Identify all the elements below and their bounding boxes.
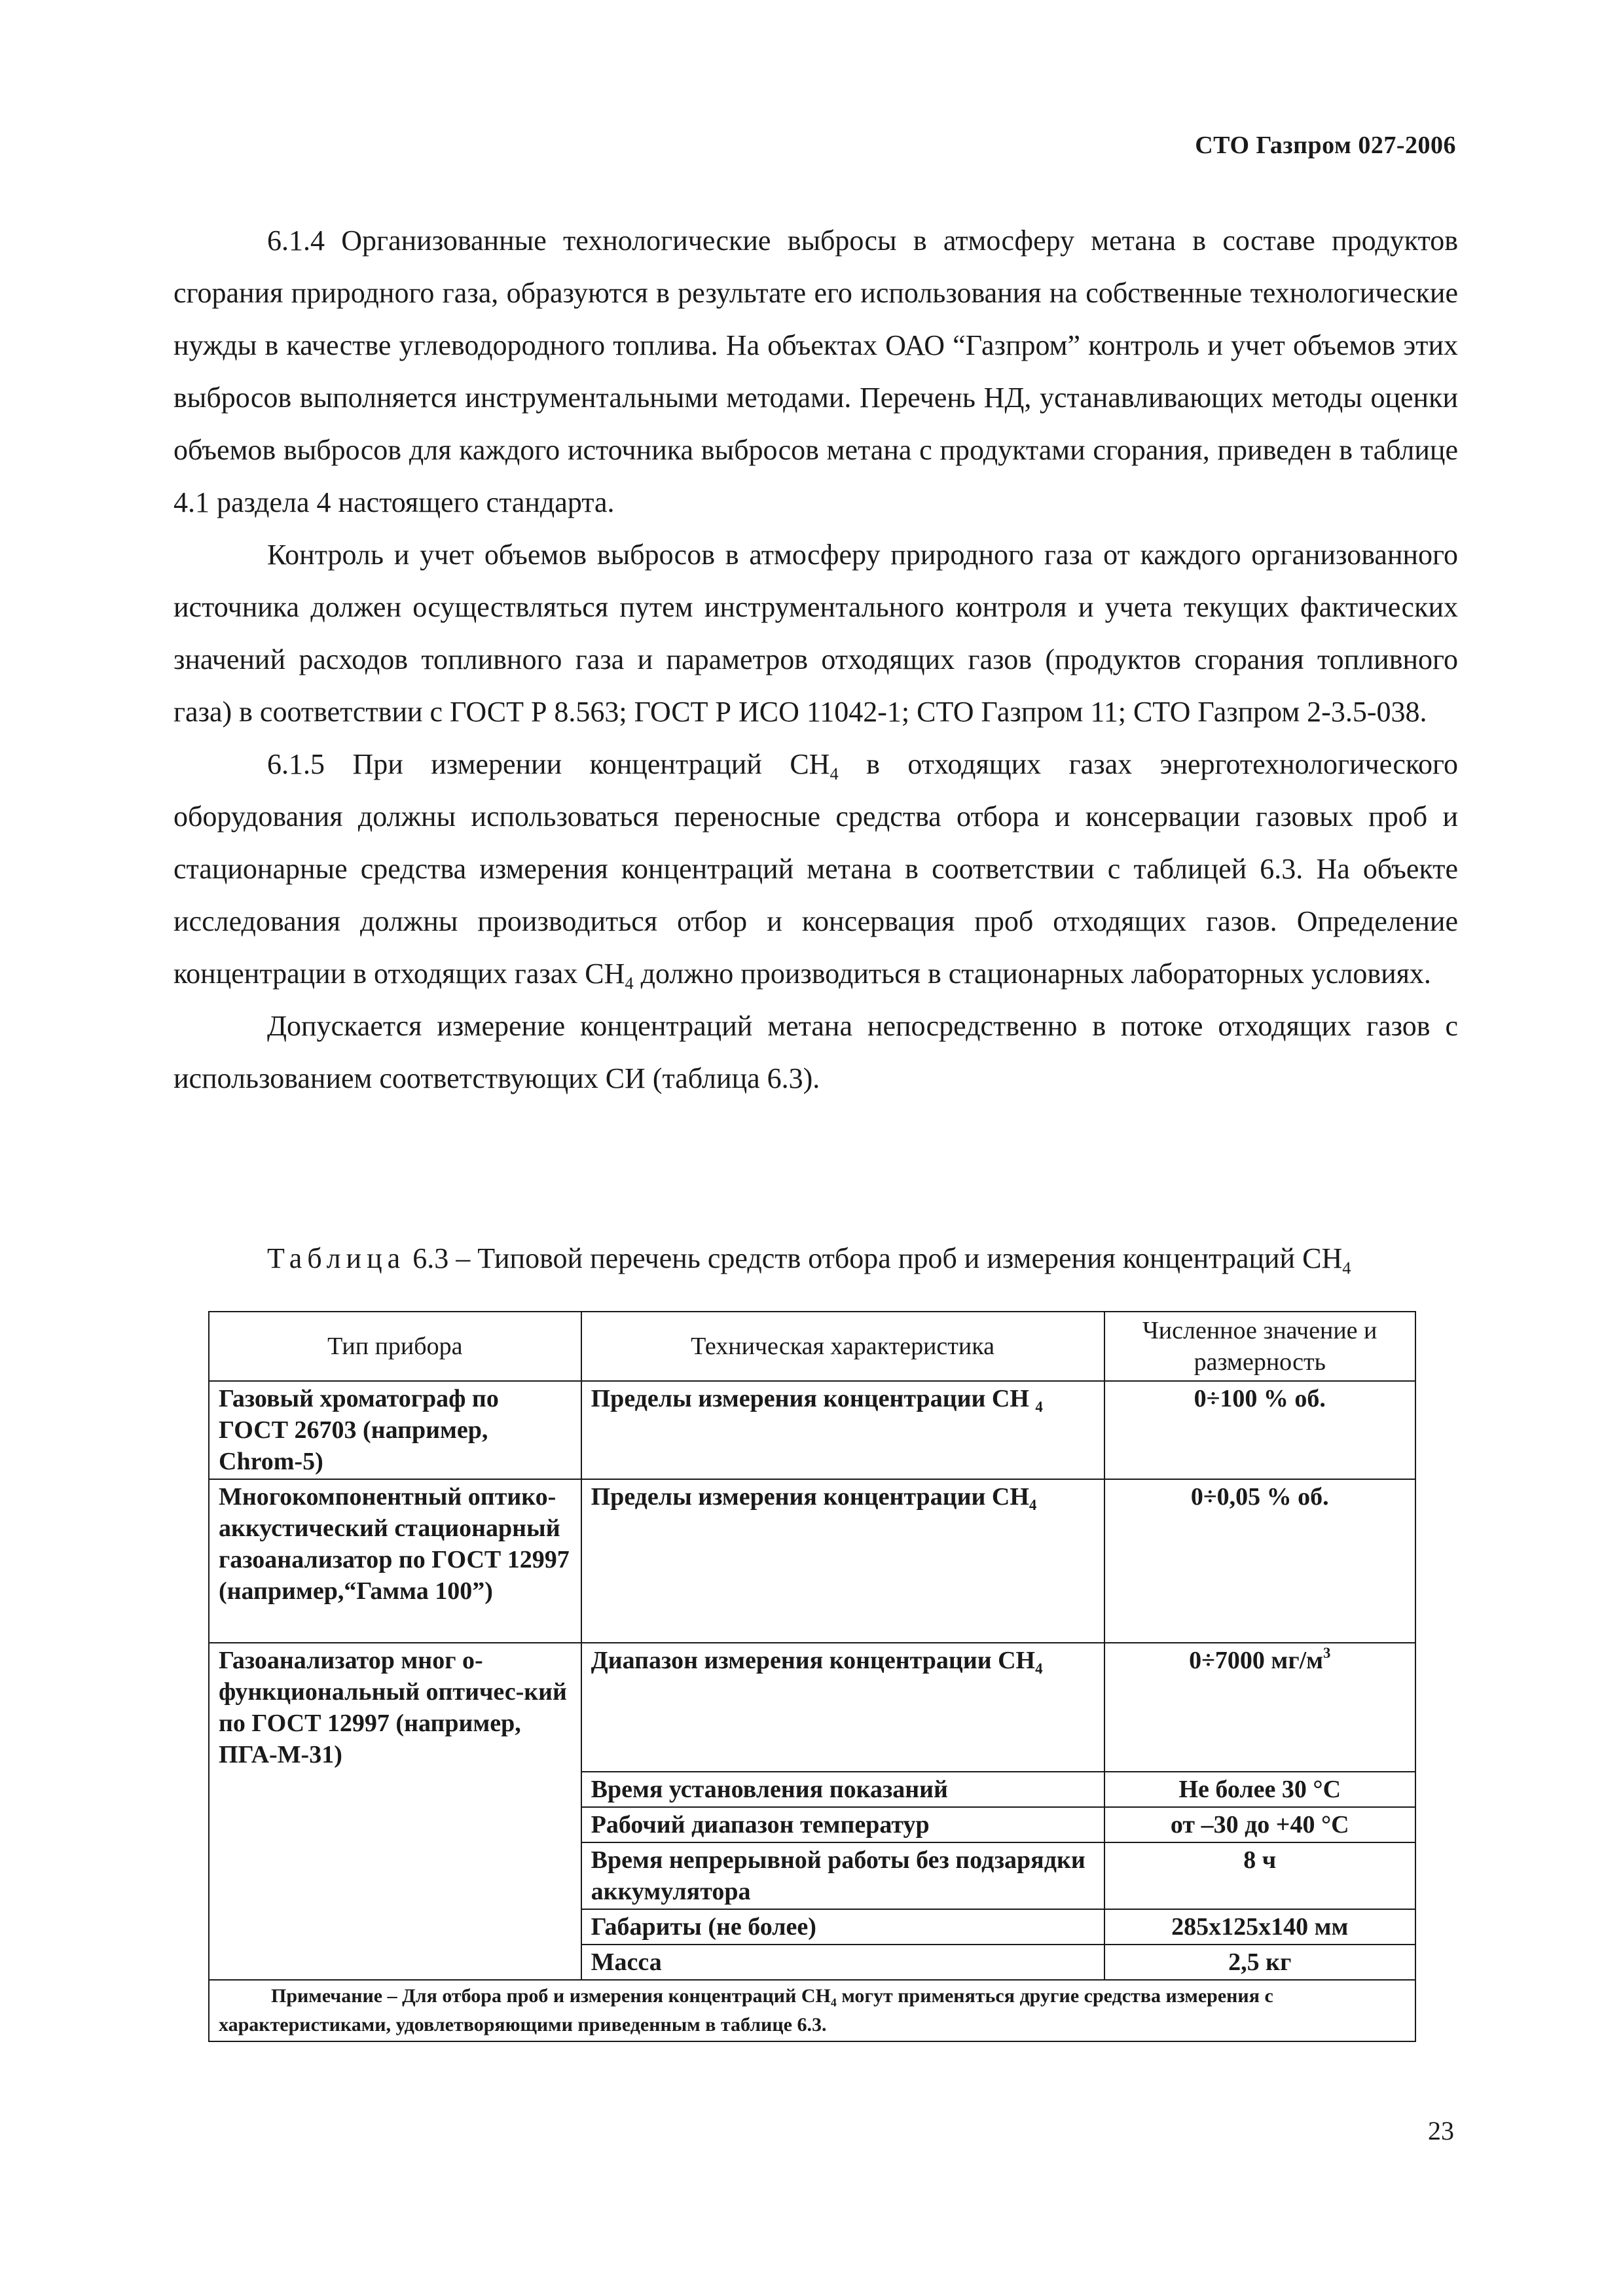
value-text: 0÷7000 мг/м (1189, 1647, 1324, 1674)
paragraph-control: Контроль и учет объемов выбросов в атмосферу природного газа от каждого организованного источника должен осуществляться путем инструментального контроля и учета текущих фактических значений расходов топливного газа и параметров отходящих газов (продуктов сгорания топливного газа) в соответствии с ГОСТ Р 8.563; ГОСТ Р ИСО 11042-1; СТО Газпром 11; СТО Газпром 2-3.5-038. (173, 539, 1458, 728)
subscript: 4 (1029, 1496, 1037, 1513)
table-row (209, 1479, 1415, 1643)
subscript: 4 (1342, 1258, 1351, 1278)
paragraph-6-1-5 (173, 738, 1458, 1000)
value-cell (1104, 1643, 1416, 1772)
table-row (209, 1909, 1415, 1945)
subscript: 4 (1035, 1398, 1043, 1415)
table-caption (267, 1239, 1458, 1278)
device-cell: Газоанализатор мног о-функциональный оптичес-кий по ГОСТ 12997 (например, ПГА-М-31) (209, 1643, 581, 1772)
page-number: 23 (1428, 2116, 1454, 2145)
device-cell: Газовый хроматограф по ГОСТ 26703 (например, Chrom-5) (209, 1381, 581, 1479)
p3-part-c: должно производиться в стационарных лабораторных условиях. (633, 958, 1431, 990)
value-cell: Не более 30 °С (1104, 1772, 1416, 1807)
characteristic-cell: Рабочий диапазон температур (581, 1807, 1104, 1842)
characteristic-cell: Время непрерывной работы без подзарядки аккумулятора (581, 1842, 1104, 1909)
characteristic-cell: Габариты (не более) (581, 1909, 1104, 1945)
body-text (173, 215, 1458, 1105)
value-cell: 0÷0,05 % об. (1104, 1479, 1416, 1643)
device-cell-empty (209, 1945, 581, 1980)
characteristic-cell: Масса (581, 1945, 1104, 1980)
characteristic-text: Диапазон измерения концентрации CH (591, 1647, 1036, 1674)
subscript: 4 (1035, 1660, 1043, 1677)
table-row (209, 1381, 1415, 1479)
characteristic-text: Пределы измерения концентрации CH (591, 1385, 1036, 1412)
value-cell: от –30 до +40 °С (1104, 1807, 1416, 1842)
caption-label: Таблица (267, 1242, 406, 1274)
table-row (209, 1772, 1415, 1807)
subscript: 4 (830, 764, 839, 784)
spec-table (208, 1311, 1416, 2042)
characteristic-cell (581, 1479, 1104, 1643)
table-row (209, 1643, 1415, 1772)
characteristic-cell (581, 1381, 1104, 1479)
table-note-row (209, 1980, 1415, 2041)
characteristic-cell (581, 1643, 1104, 1772)
table-row (209, 1842, 1415, 1909)
table-header-row (209, 1312, 1415, 1381)
superscript: 3 (1323, 1645, 1331, 1662)
header-characteristic: Техническая характеристика (581, 1312, 1104, 1381)
value-cell: 0÷100 % об. (1104, 1381, 1416, 1479)
table-row (209, 1945, 1415, 1980)
p3-part-a: 6.1.5 При измерении концентраций CH (267, 748, 830, 780)
paragraph-allowed: Допускается измерение концентраций метана непосредственно в потоке отходящих газов с использованием соответствующих СИ (таблица 6.3). (173, 1010, 1458, 1094)
device-cell-empty (209, 1842, 581, 1909)
page-header: СТО Газпром 027-2006 (1195, 132, 1456, 159)
table-row (209, 1807, 1415, 1842)
header-value: Численное значение и размерность (1104, 1312, 1416, 1381)
value-cell: 2,5 кг (1104, 1945, 1416, 1980)
characteristic-text: Пределы измерения концентрации CH (591, 1483, 1029, 1511)
device-cell: Многокомпонентный оптико-аккустический стационарный газоанализатор по ГОСТ 12997 (например,“Гамма 100”) (209, 1479, 581, 1643)
caption-text: 6.3 – Типовой перечень средств отбора проб и измерения концентраций CH (405, 1242, 1343, 1274)
value-cell: 8 ч (1104, 1842, 1416, 1909)
note-text-a: Примечание – Для отбора проб и измерения концентраций CH (271, 1985, 831, 2007)
p3-part-b: в отходящих газах энерготехнологического оборудования должны использоваться переносные средства отбора и консервации газовых проб и стационарные средства измерения концентраций метана в соответствии с таблицей 6.3. На объекте исследования должны производиться отбор и консервация проб отходящих газов. Определение концентрации в отходящих газах CH (173, 748, 1458, 990)
paragraph-6-1-4: 6.1.4 Организованные технологические выбросы в атмосферу метана в составе продуктов сгорания природного газа, образуются в результате его использования на собственные технологические нужды в качестве углеводородного топлива. На объектах ОАО “Газпром” контроль и учет объемов этих выбросов выполняется инструментальными методами. Перечень НД, устанавливающих методы оценки объемов выбросов для каждого источника выбросов метана с продуктами сгорания, приведен в таблице 4.1 раздела 4 настоящего стандарта. (173, 224, 1458, 518)
subscript: 4 (830, 1996, 837, 2009)
note-text-b: могут применяться другие средства измерения с характеристиками, удовлетворяющими приведенным в таблице 6.3. (219, 1985, 1273, 2036)
device-cell-empty (209, 1807, 581, 1842)
value-cell: 285х125х140 мм (1104, 1909, 1416, 1945)
device-cell-empty (209, 1772, 581, 1807)
device-cell-empty (209, 1909, 581, 1945)
subscript: 4 (625, 973, 634, 994)
characteristic-cell: Время установления показаний (581, 1772, 1104, 1807)
header-device: Тип прибора (209, 1312, 581, 1381)
table-note (209, 1980, 1415, 2041)
